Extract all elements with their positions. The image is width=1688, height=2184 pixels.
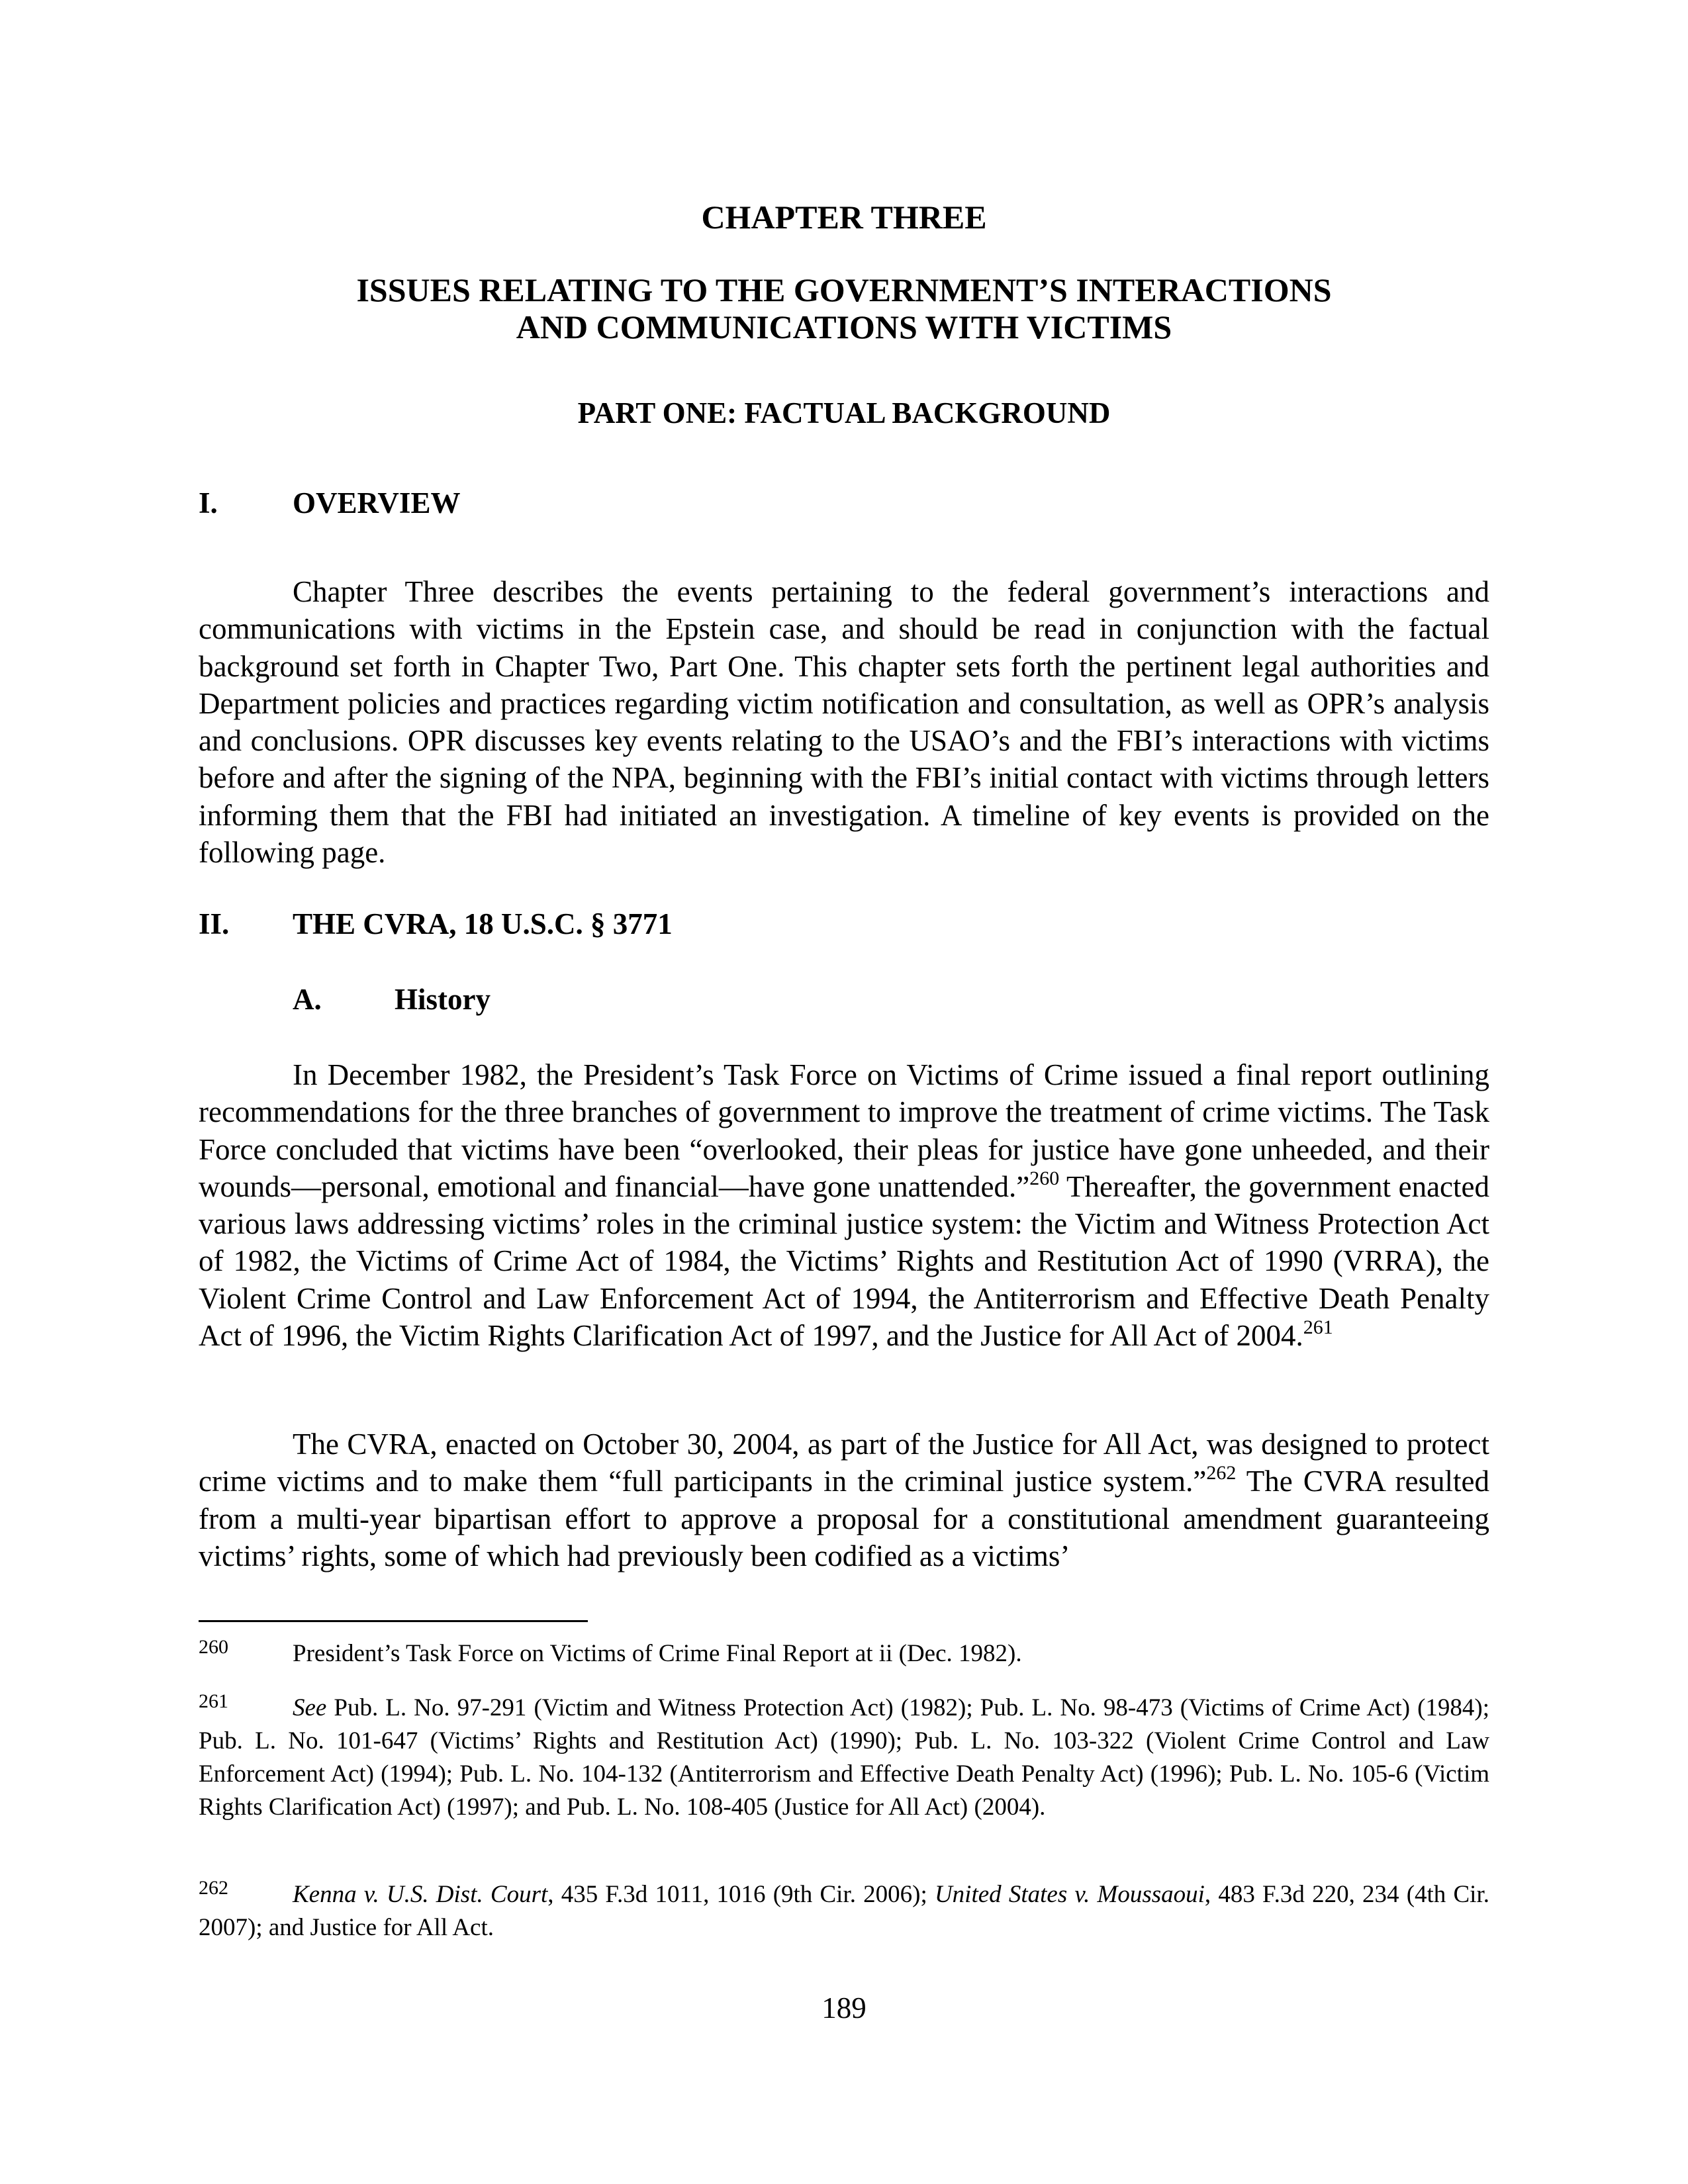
citation-kenna: , 435 F.3d 1011, 1016 (9th Cir. 2006); [547,1881,935,1908]
overview-paragraph [199,573,1489,871]
history-text-2b: The CVRA resulted from a multi-year bipartisan effort to approve a proposal for a constitutional amendment guaranteeing victims’ rights, some of which had previously been codified as a victims’ [199,1465,1490,1572]
citation-moussaoui: , 483 F.3d 220, 234 (4th Cir. 2007); and Justice for All Act. [199,1881,1489,1941]
history-text-2a: The CVRA, enacted on October 30, 2004, as part of the Justice for All Act, was designed to protect crime victims and to make them “full participants in the criminal justice system.” [199,1428,1489,1498]
subsection-heading-history [293,981,1489,1018]
footnote-ref-260[interactable]: 260 [1029,1167,1060,1189]
history-text-1a: In December 1982, the President’s Task Force on Victims of Crime issued a final report outlining recommendations for the three branches of government to improve the treatment of crime victims. The Task Force concluded that victims have been “overlooked, their pleas for justice have gone unheeded, and their wounds—personal, emotional and financial—have gone unattended.” [199,1058,1489,1203]
case-name-kenna: Kenna v. U.S. Dist. Court [293,1881,548,1908]
footnote-260: 260 President’s Task Force on Victims of Crime Final Report at ii (Dec. 1982). [199,1636,1022,1667]
footnote-261: 261 See Pub. L. No. 97-291 (Victim and Witness Protection Act) (1982); Pub. L. No. 98-473 (Victims of Crime Act) (1984); Pub. L. No. 101-647 (Victims’ Rights and Restitution Act) (1990); Pub. L. No. 103-322 (Violent Crime Control and Law Enforcement Act) (1994); Pub. L. No. 104-132 (Antiterrorism and Effective Death Penalty Act) (1996); Pub. L. No. 105-6 (Victim Rights Clarification Act) (1997); and Pub. L. No. 108-405 (Justice for All Act) (2004). [199,1690,1489,1821]
footnote-text: President’s Task Force on Victims of Crime Final Report at ii (Dec. 1982). [293,1640,1022,1667]
footnote-ref-261[interactable]: 261 [1303,1316,1333,1339]
footnote-signal: See [293,1694,327,1721]
history-paragraph-1 [199,1056,1489,1354]
section-number: I. [199,486,218,520]
page-number: 189 [821,1991,867,2025]
section-heading-overview [199,484,1489,522]
history-paragraph-2 [199,1426,1489,1574]
part-title: PART ONE: FACTUAL BACKGROUND [577,396,1111,430]
chapter-subtitle [0,271,1688,345]
case-name-moussaoui: United States v. Moussaoui [934,1881,1205,1908]
chapter-subtitle-line-2: AND COMMUNICATIONS WITH VICTIMS [516,308,1172,345]
section-heading-cvra [199,905,1489,942]
section-title: OVERVIEW [293,486,461,520]
subsection-title: History [395,983,491,1016]
section-number: II. [199,907,230,940]
overview-text: Chapter Three describes the events pertaining to the federal government’s interactions and communications with victims in the Epstein case, and should be read in conjunction with the factual background set forth in Chapter Two, Part One. This chapter sets forth the pertinent legal authorities and Department policies and practices regarding victim notification and consultation, as well as OPR’s analysis and conclusions. OPR discusses key events relating to the USAO’s and the FBI’s interactions with victims before and after the signing of the NPA, beginning with the FBI’s initial contact with victims through letters informing them that the FBI had initiated an investigation. A timeline of key events is provided on the following page. [199,575,1489,870]
footnote-262: 262 Kenna v. U.S. Dist. Court, 435 F.3d 1011, 1016 (9th Cir. 2006); United States v. Moussaoui, 483 F.3d 220, 234 (4th Cir. 2007); and Justice for All Act. [199,1877,1489,1941]
chapter-subtitle-line-1: ISSUES RELATING TO THE GOVERNMENT’S INTERACTIONS [356,271,1332,308]
section-title: THE CVRA, 18 U.S.C. § 3771 [293,907,673,940]
chapter-title: CHAPTER THREE [701,199,987,236]
footnote-separator [199,1620,588,1622]
footnote-text: Pub. L. No. 97-291 (Victim and Witness Protection Act) (1982); Pub. L. No. 98-473 (Victims of Crime Act) (1984); Pub. L. No. 101-647 (Victims’ Rights and Restitution Act) (1990); Pub. L. No. 103-322 (Violent Crime Control and Law Enforcement Act) (1994); Pub. L. No. 104-132 (Antiterrorism and Effective Death Penalty Act) (1996); Pub. L. No. 105-6 (Victim Rights Clarification Act) (1997); and Pub. L. No. 108-405 (Justice for All Act) (2004). [199,1694,1489,1821]
footnote-ref-262[interactable]: 262 [1206,1462,1237,1484]
subsection-number: A. [293,983,322,1016]
history-text-1b: Thereafter, the government enacted various laws addressing victims’ roles in the criminal justice system: the Victim and Witness Protection Act of 1982, the Victims of Crime Act of 1984, the Victims’ Rights and Restitution Act of 1990 (VRRA), the Violent Crime Control and Law Enforcement Act of 1994, the Antiterrorism and Effective Death Penalty Act of 1996, the Victim Rights Clarification Act of 1997, and the Justice for All Act of 2004. [199,1169,1490,1353]
